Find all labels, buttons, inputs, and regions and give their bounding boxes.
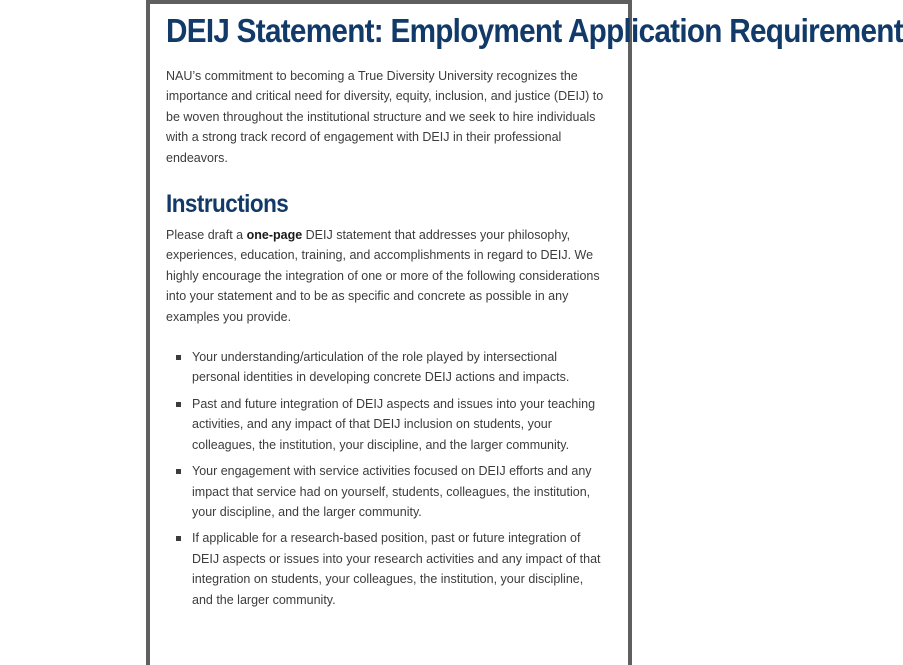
bullet-square-icon <box>176 469 181 474</box>
bullet-square-icon <box>176 355 181 360</box>
considerations-list <box>166 347 606 610</box>
page-title: DEIJ Statement: Employment Application Requirement <box>166 12 903 49</box>
list-item <box>176 347 606 388</box>
list-item <box>176 528 606 610</box>
instructions-text-before: Please draft a <box>166 228 247 243</box>
instructions-text-after: DEIJ statement that addresses your philosophy, experiences, education, training, and accomplishments in regard to DEIJ. We highly encourage the integration of one or more of the following considerations into your statement and to be as specific and concrete as possible in any examples you provide. <box>166 228 600 324</box>
list-item-text: Past and future integration of DEIJ aspects and issues into your teaching activities, and any impact of that DEIJ inclusion on students, your colleagues, the institution, your discipline, and the larger community. <box>192 396 596 452</box>
list-item-text: If applicable for a research-based position, past or future integration of DEIJ aspects or issues into your research activities and any impact of that integration on students, your colleagues, the institution, your discipline, and the larger community. <box>192 531 601 607</box>
list-item-text: Your engagement with service activities focused on DEIJ efforts and any impact that service had on yourself, students, colleagues, the institution, your discipline, and the larger community. <box>192 464 592 519</box>
document-content <box>166 10 903 616</box>
intro-paragraph: NAU’s commitment to becoming a True Diversity University recognizes the importance and critical need for diversity, equity, inclusion, and justice (DEIJ) to be woven throughout the institutional structure and we seek to hire individuals with a strong track record of engagement with DEIJ in their professional endeavors. <box>166 69 604 165</box>
document-frame <box>146 0 903 665</box>
one-page-emphasis: one-page <box>246 228 303 243</box>
bullet-square-icon <box>176 402 181 407</box>
bullet-square-icon <box>176 536 181 541</box>
instructions-paragraph <box>166 225 606 327</box>
instructions-heading: Instructions <box>166 190 289 219</box>
list-item-text: Your understanding/articulation of the role played by intersectional personal identities in developing concrete DEIJ actions and impacts. <box>192 350 570 385</box>
list-item <box>176 394 606 455</box>
list-item <box>176 461 606 522</box>
